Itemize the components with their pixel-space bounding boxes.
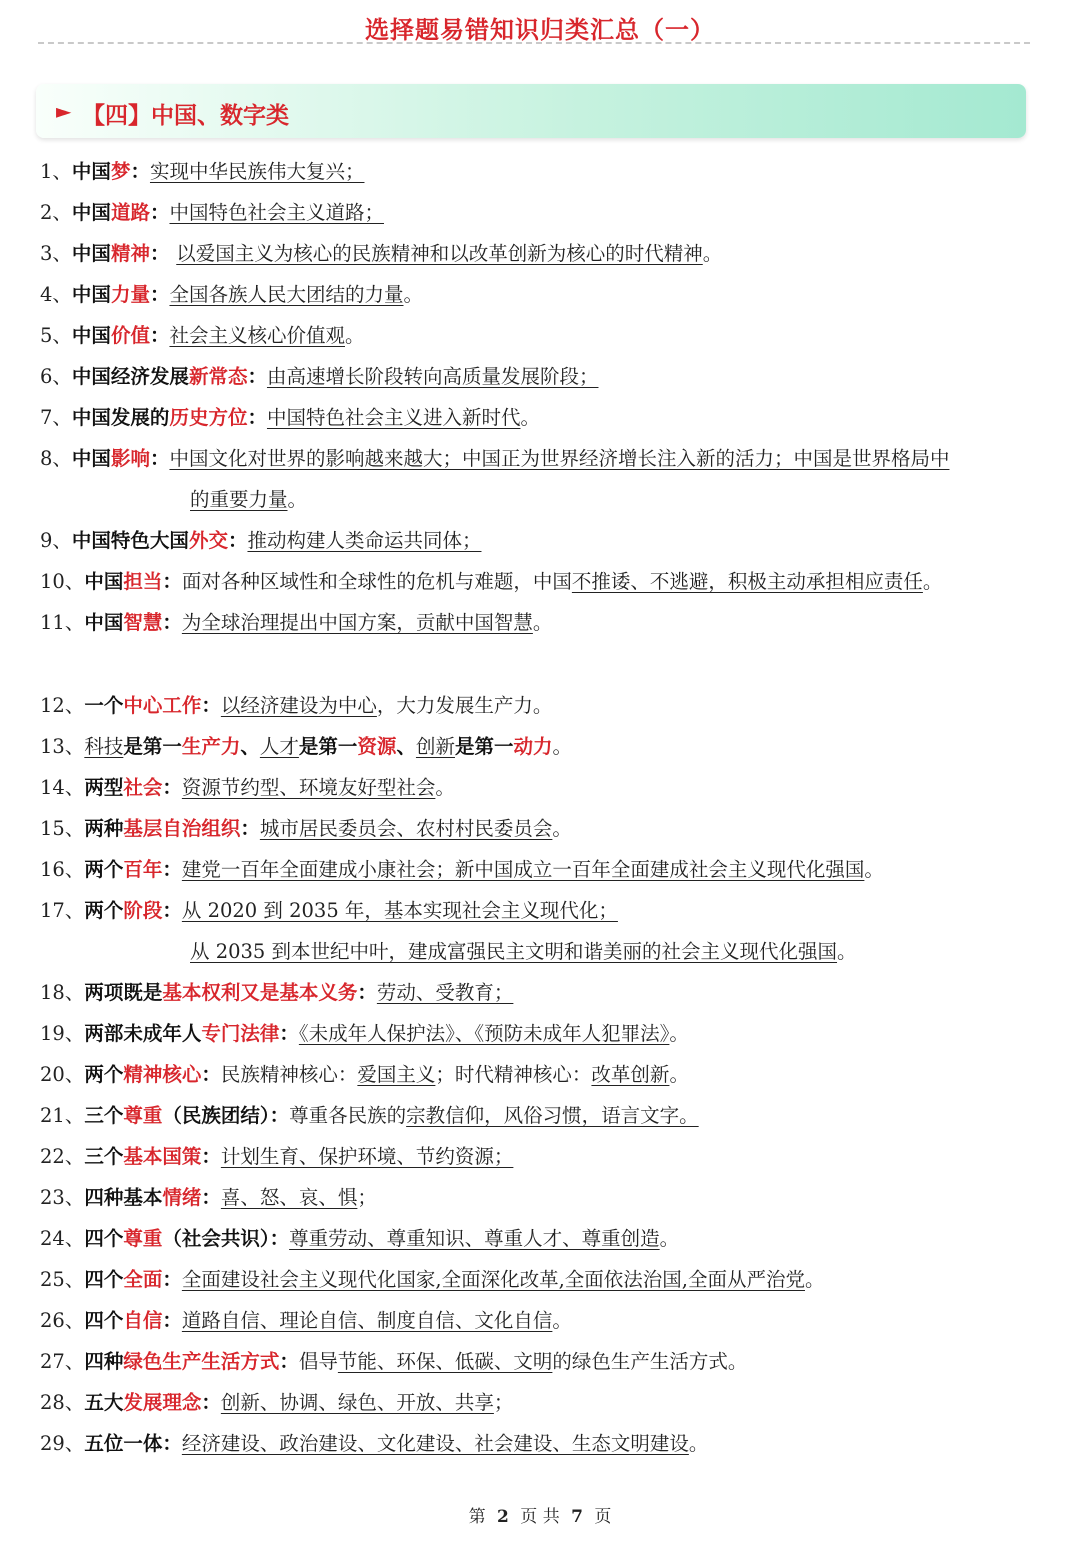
item-number: 24、	[40, 1227, 85, 1250]
answer-text: 创新、协调、绿色、开放、共享	[220, 1391, 494, 1414]
list-item	[40, 192, 384, 233]
footer-suffix: 页	[594, 1507, 612, 1527]
current-page-number: 2	[497, 1507, 509, 1527]
answer-text: 尊重劳动、尊重知识、尊重人才、尊重创造	[289, 1227, 660, 1250]
item-text: ：	[162, 858, 182, 881]
item-text: 面对各种区域性和全球性的危机与难题，中国	[181, 570, 572, 593]
answer-text: 创新	[415, 735, 455, 758]
section-title: 【四】中国、数字类	[82, 102, 289, 129]
item-text: ：	[130, 160, 150, 183]
answer-text: 爱国主义	[357, 1063, 436, 1086]
list-item	[40, 1341, 747, 1382]
list-item	[40, 890, 618, 931]
item-text: 尊重各民族的	[289, 1104, 407, 1127]
answer-text: 道路自信、理论自信、制度自信、文化自信	[181, 1309, 553, 1332]
item-text: 五位一体	[84, 1432, 163, 1455]
item-text: ：	[162, 1268, 182, 1291]
item-number: 29、	[40, 1432, 85, 1455]
item-text: 。	[659, 1227, 680, 1250]
answer-text: 中国特色社会主义进入新时代	[266, 406, 521, 429]
key-term: 精神核心	[123, 1063, 202, 1086]
item-number: 2、	[40, 201, 72, 224]
item-text: 中国发展的	[71, 406, 170, 429]
list-item	[40, 1013, 689, 1054]
key-term: 中心工作	[123, 694, 202, 717]
item-text: 。	[435, 776, 455, 799]
key-term: 道路	[110, 201, 150, 224]
item-text: 民族精神核心：	[220, 1063, 358, 1086]
item-text: 中国	[84, 570, 124, 593]
key-term: 影响	[110, 447, 150, 470]
item-text: ：	[149, 242, 177, 265]
item-number: 8、	[40, 447, 72, 470]
list-item	[40, 808, 572, 849]
answer-text: 资源节约型、环境友好型社会	[181, 776, 436, 799]
item-text: 。	[804, 1268, 825, 1291]
item-text: 中国经济发展	[71, 365, 189, 388]
key-term: 发展理念	[123, 1391, 202, 1414]
item-number: 23、	[40, 1186, 85, 1209]
item-number: 13、	[40, 735, 85, 758]
list-item	[40, 1259, 825, 1300]
item-text: ：	[279, 1022, 299, 1045]
item-text: ：	[149, 324, 170, 347]
item-text: （民族团结）：	[162, 1104, 290, 1127]
item-text: 。	[688, 1432, 709, 1455]
item-number: 10、	[40, 570, 85, 593]
list-item	[40, 1300, 572, 1341]
key-term: 基本权利又是基本义务	[162, 981, 358, 1004]
item-text: ：	[201, 1186, 221, 1209]
key-term: 基层自治组织	[123, 817, 241, 840]
key-term: 新常态	[188, 365, 248, 388]
item-text: 。	[837, 940, 857, 963]
item-number: 17、	[40, 899, 85, 922]
item-text: 中国特色大国	[71, 529, 189, 552]
key-term: 担当	[123, 570, 163, 593]
item-text: ：	[162, 899, 182, 922]
item-text: 。	[552, 735, 573, 758]
answer-text: 《未成年人保护法》、《预防未成年人犯罪法》	[298, 1022, 670, 1045]
item-number: 19、	[40, 1022, 85, 1045]
item-text: 。	[344, 324, 365, 347]
item-text: ，大力发展生产力。	[376, 694, 553, 717]
item-number: 14、	[40, 776, 85, 799]
key-term: 历史方位	[169, 406, 248, 429]
answer-text: 不推诿、不逃避，积极主动承担相应责任	[571, 570, 923, 593]
list-item	[40, 438, 949, 479]
item-text: 。	[702, 242, 723, 265]
list-item	[40, 233, 722, 274]
item-text: 两个	[84, 899, 124, 922]
item-text: ：	[149, 201, 170, 224]
item-number: 18、	[40, 981, 85, 1004]
list-item	[40, 356, 598, 397]
answer-text: 城市居民委员会、农村村民委员会	[259, 817, 553, 840]
item-number: 9、	[40, 529, 72, 552]
item-text: ；时代精神核心：	[435, 1063, 592, 1086]
item-text: 中国	[71, 242, 111, 265]
item-text: 四种基本	[84, 1186, 163, 1209]
item-number: 21、	[40, 1104, 85, 1127]
item-text: ：	[279, 1350, 299, 1373]
item-text: 中国	[71, 283, 111, 306]
item-text: ：	[201, 1063, 221, 1086]
item-text: 、	[240, 735, 260, 758]
item-text: 是第一	[123, 735, 182, 758]
item-text: 是第一	[454, 735, 514, 758]
answer-text: 从 2020 到 2035 年，基本实现社会主义现代化；	[181, 899, 618, 922]
page-footer	[0, 1502, 1080, 1527]
answer-text: 人才	[259, 735, 299, 758]
answer-text: 全面建设社会主义现代化国家,全面深化改革,全面依法治国,全面从严治党	[181, 1268, 805, 1291]
answer-text: 以经济建设为中心	[220, 694, 377, 717]
item-text: 的绿色生产生活方式。	[552, 1350, 748, 1373]
list-item	[40, 315, 365, 356]
item-number: 4、	[40, 283, 72, 306]
item-text: 四个	[84, 1309, 124, 1332]
key-term: 动力	[513, 735, 553, 758]
item-number: 5、	[40, 324, 72, 347]
list-item	[190, 479, 307, 520]
item-number: 25、	[40, 1268, 85, 1291]
list-item	[40, 561, 942, 602]
answer-text: 社会主义核心价值观	[169, 324, 345, 347]
item-number: 3、	[40, 242, 72, 265]
item-text: ：	[162, 1309, 182, 1332]
item-number: 16、	[40, 858, 85, 881]
list-item	[40, 602, 552, 643]
document-title: 选择题易错知识归类汇总（一）	[365, 15, 715, 44]
item-text: ：	[227, 529, 248, 552]
answer-text: 节能、环保、低碳、文明	[337, 1350, 553, 1373]
item-text: ：	[162, 611, 182, 634]
key-term: 基本国策	[123, 1145, 202, 1168]
item-text: 中国	[71, 324, 111, 347]
item-text: 。	[669, 1063, 689, 1086]
key-term: 生产力	[181, 735, 241, 758]
answer-text: 中国特色社会主义道路；	[169, 201, 384, 224]
item-text: 中国	[71, 201, 111, 224]
key-term: 外交	[188, 529, 228, 552]
list-item	[40, 1382, 513, 1423]
item-text: 倡导	[298, 1350, 338, 1373]
item-text: 五大	[84, 1391, 124, 1414]
total-page-count: 7	[571, 1507, 583, 1527]
list-item	[190, 931, 857, 972]
answer-text: 以爱国主义为核心的民族精神和以改革创新为核心的时代精神	[176, 242, 703, 265]
answer-text: 喜、怒、哀、惧	[220, 1186, 358, 1209]
key-term: 情绪	[162, 1186, 202, 1209]
item-text: ：	[162, 570, 182, 593]
item-number: 20、	[40, 1063, 85, 1086]
item-text: ：	[247, 406, 267, 429]
item-number: 27、	[40, 1350, 85, 1373]
key-term: 价值	[110, 324, 150, 347]
item-text: ：	[357, 981, 377, 1004]
key-term: 阶段	[123, 899, 163, 922]
key-term: 力量	[110, 283, 150, 306]
key-term: 自信	[123, 1309, 163, 1332]
item-text: （社会共识）：	[162, 1227, 290, 1250]
item-text: 。	[287, 488, 308, 511]
item-text: 。	[669, 1022, 689, 1045]
item-text: 、	[396, 735, 416, 758]
item-text: ：	[201, 694, 221, 717]
list-item	[40, 397, 540, 438]
item-number: 28、	[40, 1391, 85, 1414]
item-text: 两项既是	[84, 981, 163, 1004]
item-text: ：	[240, 817, 260, 840]
answer-text: 改革创新	[591, 1063, 670, 1086]
list-item	[40, 151, 364, 192]
item-text: ：	[162, 776, 182, 799]
list-item	[40, 726, 572, 767]
item-text: ：	[201, 1145, 221, 1168]
item-text: 两个	[84, 1063, 124, 1086]
key-term: 尊重	[123, 1227, 163, 1250]
answer-text: 推动构建人类命运共同体；	[247, 529, 482, 552]
item-text: 四种	[84, 1350, 124, 1373]
key-term: 绿色生产生活方式	[123, 1350, 280, 1373]
list-item	[40, 274, 423, 315]
item-number: 1、	[40, 160, 72, 183]
list-item	[40, 1095, 699, 1136]
key-term: 尊重	[123, 1104, 163, 1127]
item-text: 。	[864, 858, 884, 881]
key-term: 梦	[110, 160, 131, 183]
item-number: 7、	[40, 406, 72, 429]
item-text: 三个	[84, 1104, 124, 1127]
item-text: 。	[520, 406, 540, 429]
answer-text: 计划生育、保护环境、节约资源；	[220, 1145, 514, 1168]
triangle-arrow-icon: ►	[56, 99, 72, 123]
section-banner	[36, 84, 1026, 138]
key-term: 专门法律	[201, 1022, 280, 1045]
list-item	[40, 972, 513, 1013]
answer-text: 的重要力量	[190, 488, 288, 511]
list-item	[40, 1054, 689, 1095]
key-term: 资源	[357, 735, 397, 758]
item-number: 11、	[40, 611, 85, 634]
item-text: 。	[552, 817, 572, 840]
list-item	[40, 1218, 679, 1259]
answer-text: 从 2035 到本世纪中叶，建成富强民主文明和谐美丽的社会主义现代化强国	[190, 940, 838, 963]
item-text: 中国	[84, 611, 124, 634]
item-text: 。	[922, 570, 943, 593]
list-item	[40, 1177, 377, 1218]
list-item	[40, 1136, 513, 1177]
key-term: 社会	[123, 776, 163, 799]
answer-text: 建党一百年全面建成小康社会；新中国成立一百年全面建成社会主义现代化强国	[181, 858, 865, 881]
header-divider	[38, 42, 1030, 44]
list-item	[40, 1423, 708, 1464]
item-text: ；	[493, 1391, 514, 1414]
key-term: 全面	[123, 1268, 163, 1291]
footer-prefix: 第	[468, 1507, 486, 1527]
list-item	[40, 520, 481, 561]
item-text: ：	[201, 1391, 221, 1414]
item-text: 四个	[84, 1268, 124, 1291]
item-text: 两种	[84, 817, 124, 840]
item-text: ；	[357, 1186, 377, 1209]
list-item	[40, 767, 455, 808]
item-number: 12、	[40, 694, 85, 717]
answer-text: 全国各族人民大团结的力量	[169, 283, 404, 306]
item-number: 26、	[40, 1309, 85, 1332]
list-item	[40, 849, 884, 890]
item-text: 中国	[71, 160, 111, 183]
item-text: 两个	[84, 858, 124, 881]
item-text: 。	[532, 611, 553, 634]
item-number: 6、	[40, 365, 72, 388]
key-term: 精神	[110, 242, 150, 265]
footer-mid: 页 共	[520, 1507, 560, 1527]
item-text: 三个	[84, 1145, 124, 1168]
item-text: 。	[552, 1309, 572, 1332]
answer-text: 由高速增长阶段转向高质量发展阶段；	[266, 365, 599, 388]
item-number: 15、	[40, 817, 85, 840]
item-text: 是第一	[298, 735, 358, 758]
answer-text: 中国文化对世界的影响越来越大；中国正为世界经济增长注入新的活力；中国是世界格局中	[169, 447, 950, 470]
item-text: 中国	[71, 447, 111, 470]
item-text: 。	[403, 283, 423, 306]
answer-text: 科技	[84, 735, 124, 758]
answer-text: 为全球治理提出中国方案，贡献中国智慧	[181, 611, 533, 634]
item-text: 四个	[84, 1227, 124, 1250]
key-term: 百年	[123, 858, 163, 881]
item-text: ：	[247, 365, 267, 388]
list-item	[40, 685, 552, 726]
item-text: 两型	[84, 776, 124, 799]
item-text: ：	[149, 447, 170, 470]
item-text: 两部未成年人	[84, 1022, 202, 1045]
item-text: 一个	[84, 694, 124, 717]
item-text: ：	[162, 1432, 182, 1455]
answer-text: 实现中华民族伟大复兴；	[149, 160, 365, 183]
answer-text: 劳动、受教育；	[376, 981, 514, 1004]
answer-text: 宗教信仰，风俗习惯，语言文字。	[406, 1104, 699, 1127]
key-term: 智慧	[123, 611, 163, 634]
answer-text: 经济建设、政治建设、文化建设、社会建设、生态文明建设	[181, 1432, 689, 1455]
item-text: ：	[149, 283, 170, 306]
item-number: 22、	[40, 1145, 85, 1168]
